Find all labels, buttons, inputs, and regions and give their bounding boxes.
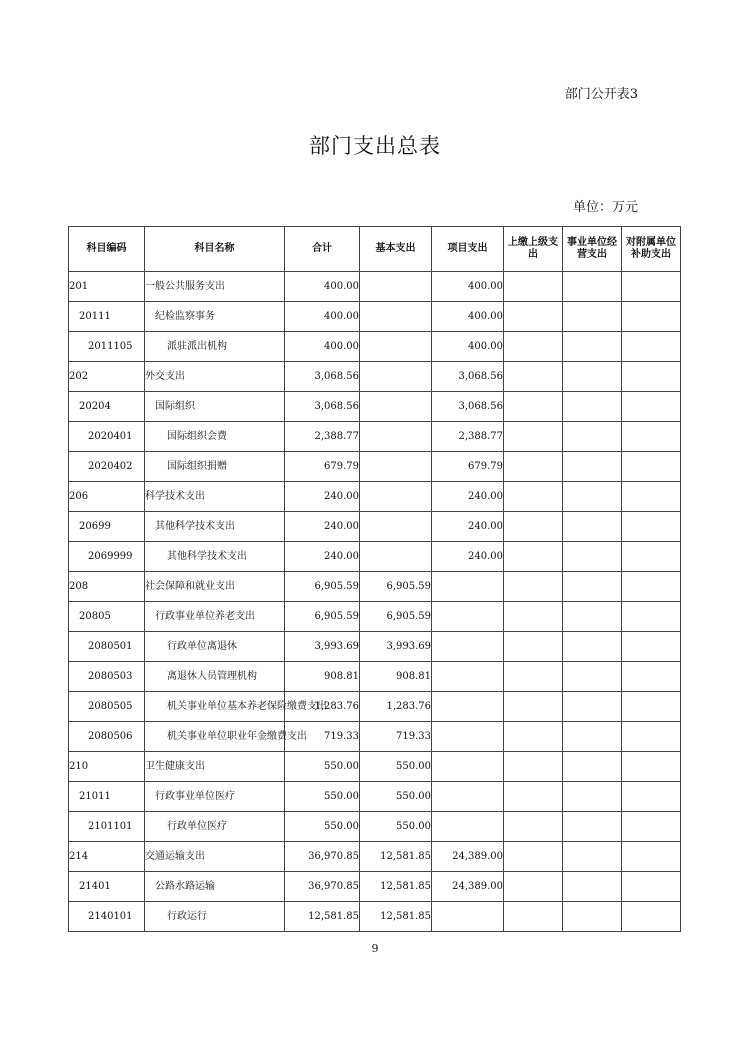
unit-label: 单位：万元 (572, 200, 638, 215)
cell-superior (504, 512, 563, 542)
header-code: 科目编码 (69, 227, 145, 272)
cell-basic: 12,581.85 (360, 872, 432, 902)
cell-basic: 719.33 (360, 722, 432, 752)
header-project: 项目支出 (432, 227, 504, 272)
cell-subsidy (622, 602, 681, 632)
cell-total: 719.33 (285, 722, 360, 752)
cell-business (563, 692, 622, 722)
cell-project: 400.00 (432, 332, 504, 362)
cell-total: 3,068.56 (285, 392, 360, 422)
table-body (69, 272, 681, 932)
cell-superior (504, 542, 563, 572)
table-row (69, 392, 681, 422)
table-row (69, 692, 681, 722)
cell-basic (360, 512, 432, 542)
cell-business (563, 362, 622, 392)
header-subsidy: 对附属单位补助支出 (622, 227, 681, 272)
table-row (69, 722, 681, 752)
cell-basic: 3,993.69 (360, 632, 432, 662)
cell-total: 2,388.77 (285, 422, 360, 452)
cell-superior (504, 842, 563, 872)
cell-business (563, 452, 622, 482)
cell-total: 400.00 (285, 272, 360, 302)
cell-basic (360, 482, 432, 512)
cell-superior (504, 392, 563, 422)
table-row (69, 572, 681, 602)
cell-superior (504, 572, 563, 602)
table-row (69, 602, 681, 632)
cell-name: 行政单位医疗 (145, 812, 285, 842)
table-row (69, 662, 681, 692)
cell-project: 240.00 (432, 482, 504, 512)
table-row (69, 512, 681, 542)
cell-code: 20805 (69, 602, 145, 632)
header-business: 事业单位经营支出 (563, 227, 622, 272)
cell-name: 行政运行 (145, 902, 285, 932)
cell-project (432, 722, 504, 752)
cell-name: 机关事业单位基本养老保险缴费支出 (145, 692, 285, 722)
cell-business (563, 332, 622, 362)
cell-code: 2080503 (69, 662, 145, 692)
cell-code: 20699 (69, 512, 145, 542)
cell-total: 550.00 (285, 812, 360, 842)
cell-project: 240.00 (432, 542, 504, 572)
expenditure-table (68, 226, 681, 932)
cell-subsidy (622, 272, 681, 302)
cell-subsidy (622, 302, 681, 332)
cell-total: 36,970.85 (285, 842, 360, 872)
cell-subsidy (622, 902, 681, 932)
cell-business (563, 782, 622, 812)
cell-business (563, 542, 622, 572)
cell-basic: 550.00 (360, 752, 432, 782)
cell-total: 240.00 (285, 482, 360, 512)
cell-business (563, 482, 622, 512)
cell-basic: 12,581.85 (360, 842, 432, 872)
cell-total: 400.00 (285, 332, 360, 362)
cell-code: 2140101 (69, 902, 145, 932)
cell-code: 208 (69, 572, 145, 602)
cell-total: 3,068.56 (285, 362, 360, 392)
cell-total: 908.81 (285, 662, 360, 692)
cell-name: 卫生健康支出 (145, 752, 285, 782)
cell-project (432, 662, 504, 692)
cell-code: 20204 (69, 392, 145, 422)
cell-code: 2020401 (69, 422, 145, 452)
cell-code: 202 (69, 362, 145, 392)
cell-subsidy (622, 752, 681, 782)
cell-name: 机关事业单位职业年金缴费支出 (145, 722, 285, 752)
cell-project: 24,389.00 (432, 872, 504, 902)
cell-business (563, 752, 622, 782)
table-row (69, 632, 681, 662)
cell-superior (504, 332, 563, 362)
cell-code: 2080501 (69, 632, 145, 662)
cell-business (563, 512, 622, 542)
cell-code: 21401 (69, 872, 145, 902)
cell-name: 国际组织捐赠 (145, 452, 285, 482)
cell-name: 公路水路运输 (145, 872, 285, 902)
cell-code: 201 (69, 272, 145, 302)
cell-name: 外交支出 (145, 362, 285, 392)
cell-code: 2020402 (69, 452, 145, 482)
table-row (69, 302, 681, 332)
cell-basic: 12,581.85 (360, 902, 432, 932)
cell-subsidy (622, 632, 681, 662)
cell-project: 400.00 (432, 302, 504, 332)
cell-name: 交通运输支出 (145, 842, 285, 872)
cell-code: 206 (69, 482, 145, 512)
cell-code: 2080505 (69, 692, 145, 722)
cell-name: 行政事业单位养老支出 (145, 602, 285, 632)
cell-basic: 550.00 (360, 812, 432, 842)
table-row (69, 842, 681, 872)
cell-name: 其他科学技术支出 (145, 542, 285, 572)
cell-basic (360, 362, 432, 392)
cell-subsidy (622, 722, 681, 752)
table-row (69, 422, 681, 452)
cell-superior (504, 812, 563, 842)
page-title: 部门支出总表 (309, 134, 441, 158)
cell-business (563, 842, 622, 872)
cell-name: 行政单位离退休 (145, 632, 285, 662)
document-label: 部门公开表3 (564, 87, 638, 102)
cell-superior (504, 872, 563, 902)
cell-superior (504, 422, 563, 452)
cell-project: 3,068.56 (432, 362, 504, 392)
cell-total: 3,993.69 (285, 632, 360, 662)
cell-subsidy (622, 692, 681, 722)
cell-business (563, 602, 622, 632)
cell-subsidy (622, 782, 681, 812)
cell-name: 科学技术支出 (145, 482, 285, 512)
cell-name: 国际组织会费 (145, 422, 285, 452)
cell-basic (360, 272, 432, 302)
cell-code: 20111 (69, 302, 145, 332)
cell-project (432, 752, 504, 782)
cell-business (563, 422, 622, 452)
cell-business (563, 302, 622, 332)
cell-project: 400.00 (432, 272, 504, 302)
table-row (69, 362, 681, 392)
cell-basic (360, 422, 432, 452)
table-row (69, 752, 681, 782)
cell-business (563, 902, 622, 932)
cell-business (563, 722, 622, 752)
cell-code: 2011105 (69, 332, 145, 362)
table-row (69, 332, 681, 362)
table-row (69, 872, 681, 902)
cell-project (432, 782, 504, 812)
cell-business (563, 632, 622, 662)
cell-basic: 6,905.59 (360, 602, 432, 632)
header-name: 科目名称 (145, 227, 285, 272)
cell-superior (504, 602, 563, 632)
cell-superior (504, 302, 563, 332)
cell-basic (360, 332, 432, 362)
header-superior: 上缴上级支出 (504, 227, 563, 272)
table-row (69, 272, 681, 302)
cell-total: 550.00 (285, 752, 360, 782)
table-row (69, 902, 681, 932)
cell-code: 214 (69, 842, 145, 872)
cell-name: 纪检监察事务 (145, 302, 285, 332)
cell-subsidy (622, 662, 681, 692)
cell-code: 21011 (69, 782, 145, 812)
cell-business (563, 812, 622, 842)
cell-name: 行政事业单位医疗 (145, 782, 285, 812)
cell-code: 210 (69, 752, 145, 782)
cell-total: 12,581.85 (285, 902, 360, 932)
cell-subsidy (622, 542, 681, 572)
cell-name: 离退休人员管理机构 (145, 662, 285, 692)
cell-subsidy (622, 572, 681, 602)
cell-basic: 908.81 (360, 662, 432, 692)
cell-project: 679.79 (432, 452, 504, 482)
cell-basic (360, 302, 432, 332)
cell-superior (504, 782, 563, 812)
cell-name: 其他科学技术支出 (145, 512, 285, 542)
cell-superior (504, 362, 563, 392)
cell-subsidy (622, 872, 681, 902)
cell-code: 2080506 (69, 722, 145, 752)
cell-total: 6,905.59 (285, 602, 360, 632)
cell-project: 240.00 (432, 512, 504, 542)
cell-name: 一般公共服务支出 (145, 272, 285, 302)
cell-project (432, 902, 504, 932)
table-row (69, 482, 681, 512)
table-row (69, 782, 681, 812)
cell-basic (360, 452, 432, 482)
table-header-row (69, 227, 681, 272)
cell-business (563, 392, 622, 422)
cell-total: 36,970.85 (285, 872, 360, 902)
cell-subsidy (622, 422, 681, 452)
cell-project: 24,389.00 (432, 842, 504, 872)
cell-superior (504, 482, 563, 512)
cell-project (432, 572, 504, 602)
cell-basic: 550.00 (360, 782, 432, 812)
cell-project: 3,068.56 (432, 392, 504, 422)
cell-subsidy (622, 332, 681, 362)
cell-name: 国际组织 (145, 392, 285, 422)
cell-business (563, 872, 622, 902)
header-basic: 基本支出 (360, 227, 432, 272)
cell-project (432, 812, 504, 842)
cell-superior (504, 632, 563, 662)
page-number: 9 (371, 942, 379, 955)
cell-business (563, 572, 622, 602)
cell-total: 6,905.59 (285, 572, 360, 602)
table-row (69, 812, 681, 842)
cell-total: 240.00 (285, 512, 360, 542)
cell-total: 550.00 (285, 782, 360, 812)
cell-basic (360, 542, 432, 572)
cell-basic: 1,283.76 (360, 692, 432, 722)
cell-subsidy (622, 482, 681, 512)
cell-subsidy (622, 512, 681, 542)
cell-superior (504, 902, 563, 932)
cell-total: 240.00 (285, 542, 360, 572)
cell-subsidy (622, 452, 681, 482)
cell-basic (360, 392, 432, 422)
header-total: 合计 (285, 227, 360, 272)
cell-project (432, 602, 504, 632)
cell-name: 社会保障和就业支出 (145, 572, 285, 602)
cell-basic: 6,905.59 (360, 572, 432, 602)
cell-total: 1,283.76 (285, 692, 360, 722)
table-row (69, 542, 681, 572)
cell-subsidy (622, 842, 681, 872)
cell-subsidy (622, 812, 681, 842)
cell-subsidy (622, 362, 681, 392)
cell-superior (504, 692, 563, 722)
cell-business (563, 272, 622, 302)
cell-superior (504, 272, 563, 302)
cell-superior (504, 452, 563, 482)
cell-superior (504, 752, 563, 782)
cell-project (432, 692, 504, 722)
cell-superior (504, 722, 563, 752)
cell-total: 400.00 (285, 302, 360, 332)
cell-superior (504, 662, 563, 692)
cell-code: 2069999 (69, 542, 145, 572)
cell-total: 679.79 (285, 452, 360, 482)
table-row (69, 452, 681, 482)
cell-subsidy (622, 392, 681, 422)
cell-project (432, 632, 504, 662)
cell-project: 2,388.77 (432, 422, 504, 452)
cell-code: 2101101 (69, 812, 145, 842)
cell-business (563, 662, 622, 692)
cell-name: 派驻派出机构 (145, 332, 285, 362)
